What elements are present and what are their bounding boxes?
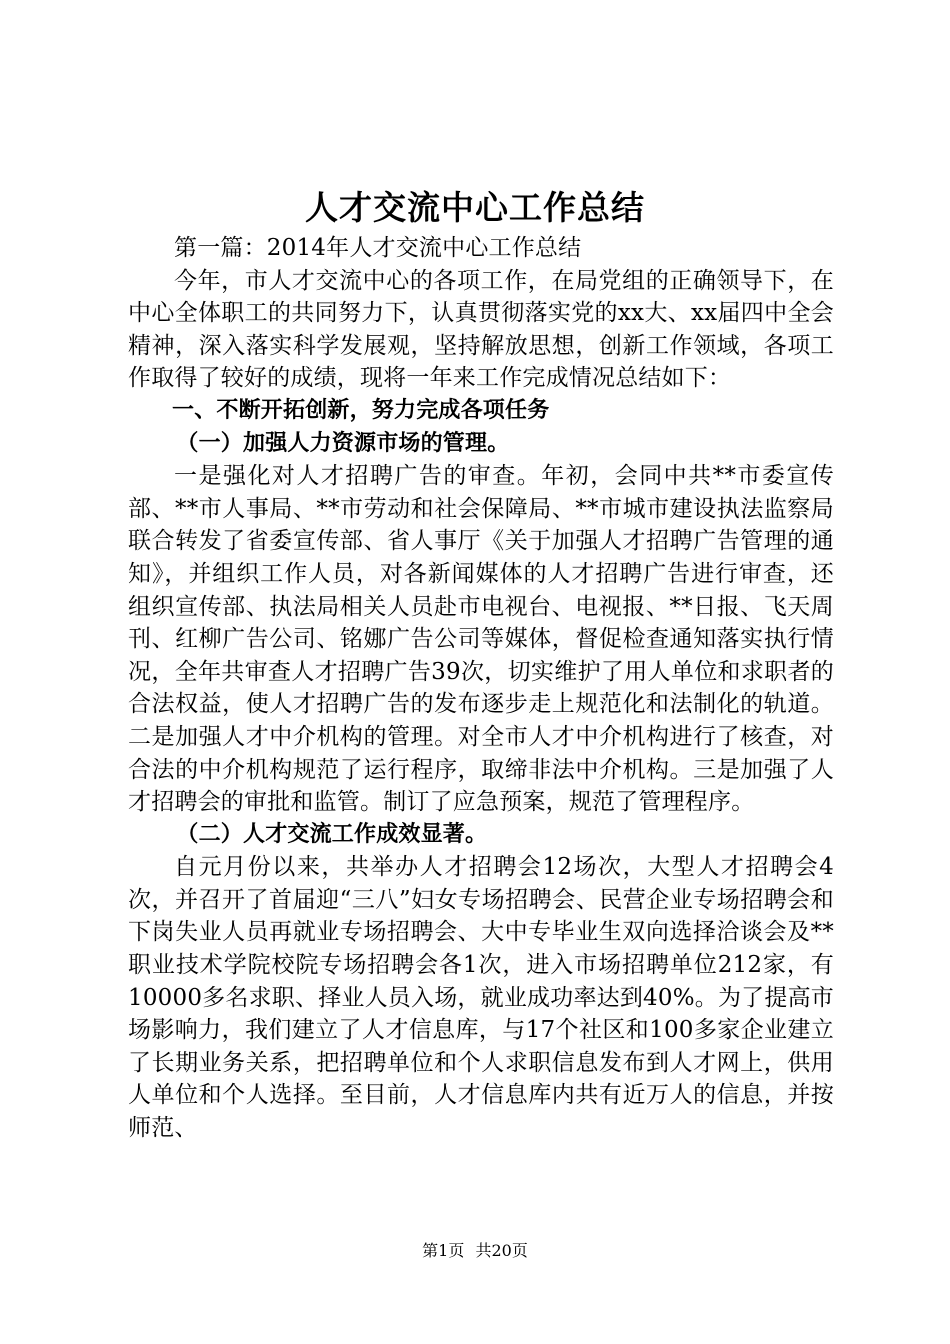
document-body (128, 232, 834, 1145)
document-subtitle: 第一篇：2014年人才交流中心工作总结 (174, 235, 582, 261)
section-1-2-heading: （二）人才交流工作成效显著。 (176, 821, 488, 847)
section-1-1-paragraph: 一是强化对人才招聘广告的审查。年初，会同中共**市委宣传部、**市人事局、**市劳动和社会保障局、**市城市建设执法监察局联合转发了省委宣传部、省人事厅《关于加强人才招聘广告管理的通知》，并组织工作人员，对各新闻媒体的人才招聘广告进行审查，还组织宣传部、执法局相关人员赴市电视台、电视报、**日报、飞天周刊、红柳广告公司、铭娜广告公司等媒体，督促检查通知落实执行情况，全年共审查人才招聘广告39次，切实维护了用人单位和求职者的合法权益，使人才招聘广告的发布逐步走上规范化和法制化的轨道。二是加强人才中介机构的管理。对全市人才中介机构进行了核查，对合法的中介机构规范了运行程序，取缔非法中介机构。三是加强了人才招聘会的审批和监管。制订了应急预案，规范了管理程序。 (128, 463, 834, 816)
page-footer (0, 1240, 950, 1262)
page-number: 第1页 (422, 1241, 465, 1260)
section-1-1-heading: （一）加强人力资源市场的管理。 (176, 430, 510, 456)
intro-paragraph: 今年，市人才交流中心的各项工作，在局党组的正确领导下，在中心全体职工的共同努力下，认真贯彻落实党的xx大、xx届四中全会精神，深入落实科学发展观，坚持解放思想，创新工作领域，各项工作取得了较好的成绩，现将一年来工作完成情况总结如下： (128, 267, 834, 392)
document-title: 人才交流中心工作总结 (305, 188, 645, 227)
page-total: 共20页 (475, 1241, 528, 1260)
section-1-heading: 一、不断开拓创新，努力完成各项任务 (172, 397, 550, 423)
section-1-2-paragraph: 自元月份以来，共举办人才招聘会12场次，大型人才招聘会4次，并召开了首届迎“三八”妇女专场招聘会、民营企业专场招聘会和下岗失业人员再就业专场招聘会、大中专毕业生双向选择洽谈会及**职业技术学院校院专场招聘会各1次，进入市场招聘单位212家，有10000多名求职、择业人员入场，就业成功率达到40%。为了提高市场影响力，我们建立了人才信息库，与17个社区和100多家企业建立了长期业务关系，把招聘单位和个人求职信息发布到人才网上，供用人单位和个人选择。至目前，人才信息库内共有近万人的信息，并按师范、 (128, 854, 834, 1142)
